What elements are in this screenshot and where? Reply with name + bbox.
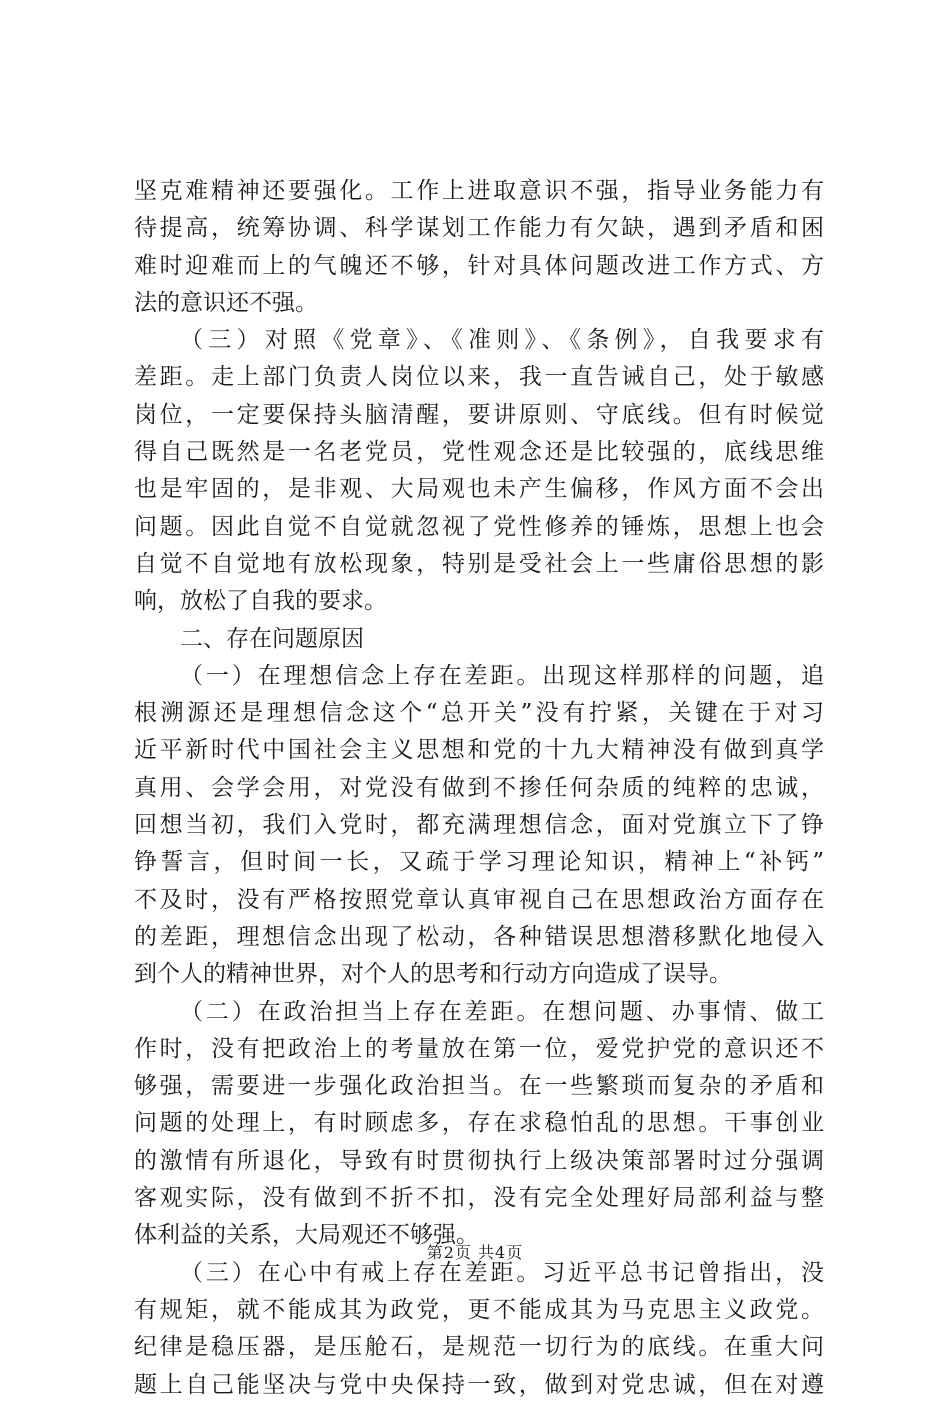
text-line: 的差距，理想信念出现了松动，各种错误思想潜移默化地侵入: [134, 923, 824, 950]
text-line: 题上自己能坚决与党中央保持一致，做到对党忠诚，但在对遵: [134, 1371, 824, 1398]
text-line: 难时迎难而上的气魄还不够，针对具体问题改进工作方式、方: [134, 252, 824, 279]
body-text: [134, 173, 824, 1404]
text-line: 根溯源还是理想信念这个“总开关”没有拧紧，关键在于对习: [134, 700, 824, 727]
text-line: 体利益的关系，大局观还不够强。: [134, 1222, 479, 1249]
text-line: 法的意识还不强。: [134, 289, 318, 316]
text-line: 的激情有所退化，导致有时贯彻执行上级决策部署时过分强调: [134, 1147, 824, 1174]
text-line: 近平新时代中国社会主义思想和党的十九大精神没有做到真学: [134, 737, 824, 764]
text-line: 自觉不自觉地有放松现象，特别是受社会上一些庸俗思想的影: [134, 550, 824, 577]
text-line: 铮誓言，但时间一长，又疏于学习理论知识，精神上“补钙”: [134, 849, 824, 876]
text-line: （一）在理想信念上存在差距。出现这样那样的问题，追: [180, 662, 824, 689]
text-line: 待提高，统筹协调、科学谋划工作能力有欠缺，遇到矛盾和困: [134, 215, 824, 242]
page-footer: 第2页 共4页: [426, 1243, 524, 1262]
text-line: 有规矩，就不能成其为政党，更不能成其为马克思主义政党。: [134, 1296, 824, 1323]
text-line: 不及时，没有严格按照党章认真审视自己在思想政治方面存在: [134, 886, 824, 913]
text-line: 到个人的精神世界，对个人的思考和行动方向造成了误导。: [134, 961, 732, 988]
text-line: 客观实际，没有做到不折不扣，没有完全处理好局部利益与整: [134, 1185, 824, 1212]
text-line: 坚克难精神还要强化。工作上进取意识不强，指导业务能力有: [134, 178, 824, 204]
text-line: 真用、会学会用，对党没有做到不掺任何杂质的纯粹的忠诚，: [134, 774, 824, 801]
text-line: 问题的处理上，有时顾虑多，存在求稳怕乱的思想。干事创业: [134, 1110, 824, 1137]
text-line: 也是牢固的，是非观、大局观也未产生偏移，作风方面不会出: [134, 476, 824, 503]
text-line: 回想当初，我们入党时，都充满理想信念，面对党旗立下了铮: [134, 812, 824, 839]
text-line: （三）对照《党章》、《准则》、《条例》，自我要求有: [180, 327, 824, 354]
section-heading: 二、存在问题原因: [180, 625, 364, 652]
text-line: 差距。走上部门负责人岗位以来，我一直告诫自己，处于敏感: [134, 364, 824, 391]
text-line: 作时，没有把政治上的考量放在第一位，爱党护党的意识还不: [134, 1035, 824, 1062]
text-line: （三）在心中有戒上存在差距。习近平总书记曾指出，没: [180, 1259, 824, 1286]
text-line: 得自己既然是一名老党员，党性观念还是比较强的，底线思维: [134, 439, 824, 466]
text-line: 响，放松了自我的要求。: [134, 588, 387, 615]
text-line: 纪律是稳压器，是压舱石，是规范一切行为的底线。在重大问: [134, 1334, 824, 1361]
text-line: 问题。因此自觉不自觉就忽视了党性修养的锤炼，思想上也会: [134, 513, 824, 540]
text-line: 够强，需要进一步强化政治担当。在一些繁琐而复杂的矛盾和: [134, 1073, 824, 1100]
text-line: 岗位，一定要保持头脑清醒，要讲原则、守底线。但有时候觉: [134, 401, 824, 428]
text-line: （二）在政治担当上存在差距。在想问题、办事情、做工: [180, 998, 824, 1025]
